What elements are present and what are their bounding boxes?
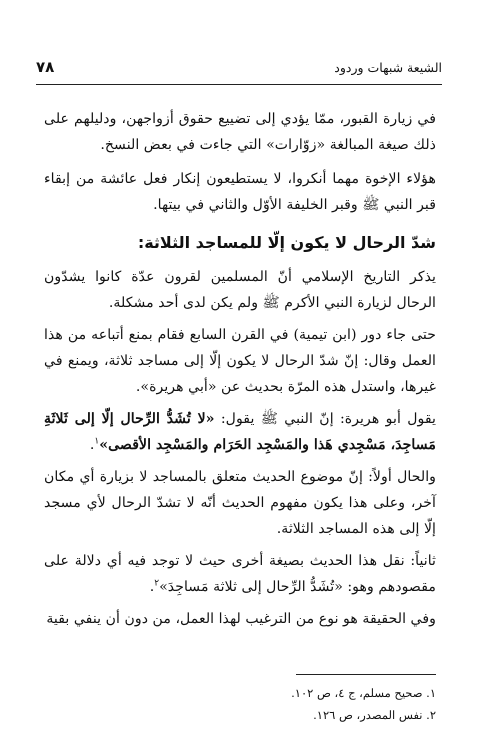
paragraph: ثانياً: نقل هذا الحديث بصيغة أخرى حيث لا توجد فيه أي دلالة على مقصودهم وهو: «تُشَدُّ الرِّحال إلى ثلاثة مَساجِدَ»$^٢$.	[44, 553, 436, 595]
hadith-intro: يقول أبو هريرة: إنّ النبي ﷺ يقول:	[214, 411, 437, 427]
paragraph: والحال أولاً: إنّ موضوع الحديث متعلق بالمساجد لا بزيارة أي مكان آخر، وعلى هذا يكون مفهوم الحديث أنّه لا تشدّ الرحال لأي مسجد إلّا إلى هذه المساجد الثلاثة.	[44, 469, 436, 537]
paragraph: وفي الحقيقة هو نوع من الترغيب لهذا العمل، من دون أن ينفي بقية	[46, 611, 436, 627]
page-number: ٧٨	[36, 58, 55, 76]
paragraph: في زيارة القبور، ممّا يؤدي إلى تضييع حقوق أزواجهن، ودليلهم على ذلك صيغة المبالغة «زوّارات» التي جاءت في بعض النسخ.	[44, 111, 436, 153]
paragraph-text: ثانياً: نقل هذا الحديث بصيغة أخرى حيث لا توجد فيه أي دلالة على مقصودهم وهو: «تُشَدُّ الرِّحال إلى ثلاثة مَساجِدَ»	[44, 553, 436, 595]
hadith-quote: «لا تُشَدُّ الرِّحال إلّا إلى ثَلاثَةِ مَساجِدَ، مَسْجِدي هَذا والمَسْجِد الحَرَام والمَسْجِد الأقصى»	[44, 411, 436, 453]
section-heading: شدّ الرحال لا يكون إلّا للمساجد الثلاثة:	[137, 233, 436, 252]
body-text	[44, 106, 436, 638]
footnote-divider	[296, 674, 436, 675]
hadith-paragraph: يقول أبو هريرة: إنّ النبي ﷺ يقول: «لا تُشَدُّ الرِّحال إلّا إلى ثَلاثَةِ مَساجِدَ، مَسْجِدي هَذا والمَسْجِد الحَرَام والمَسْجِد الأقصى»$^١$.	[44, 411, 437, 453]
footnote-ref: ٢	[154, 578, 160, 589]
paragraph: حتى جاء دور (ابن تيمية) في القرن السابع فقام بمنع أتباعه من هذا العمل وقال: إنّ شدّ الرحال لا يكون إلّا إلى مساجد ثلاثة، ويمنع في غيرها، واستدل هذه المرّة بحديث عن «أبي هريرة».	[44, 327, 436, 395]
footnote: ٢. نفس المصدر، ص ١٢٦.	[313, 708, 436, 722]
paragraph: هؤلاء الإخوة مهما أنكروا، لا يستطيعون إنكار فعل عائشة من إبقاء قبر النبي ﷺ وقبر الخليفة الأوّل والثاني في بيتها.	[44, 171, 436, 213]
running-title: الشيعة شبهات وردود	[334, 60, 442, 75]
paragraph: يذكر التاريخ الإسلامي أنّ المسلمين لقرون عدّة كانوا يشدّون الرحال لزيارة النبي الأكرم ﷺ ولم يكن لدى أحد مشكلة.	[44, 269, 436, 311]
footnote: ١. صحيح مسلم، ج ٤، ص ١٠٢.	[291, 686, 436, 700]
footnotes	[44, 682, 436, 726]
footnote-ref: ١	[94, 436, 100, 447]
page-header	[36, 58, 442, 85]
